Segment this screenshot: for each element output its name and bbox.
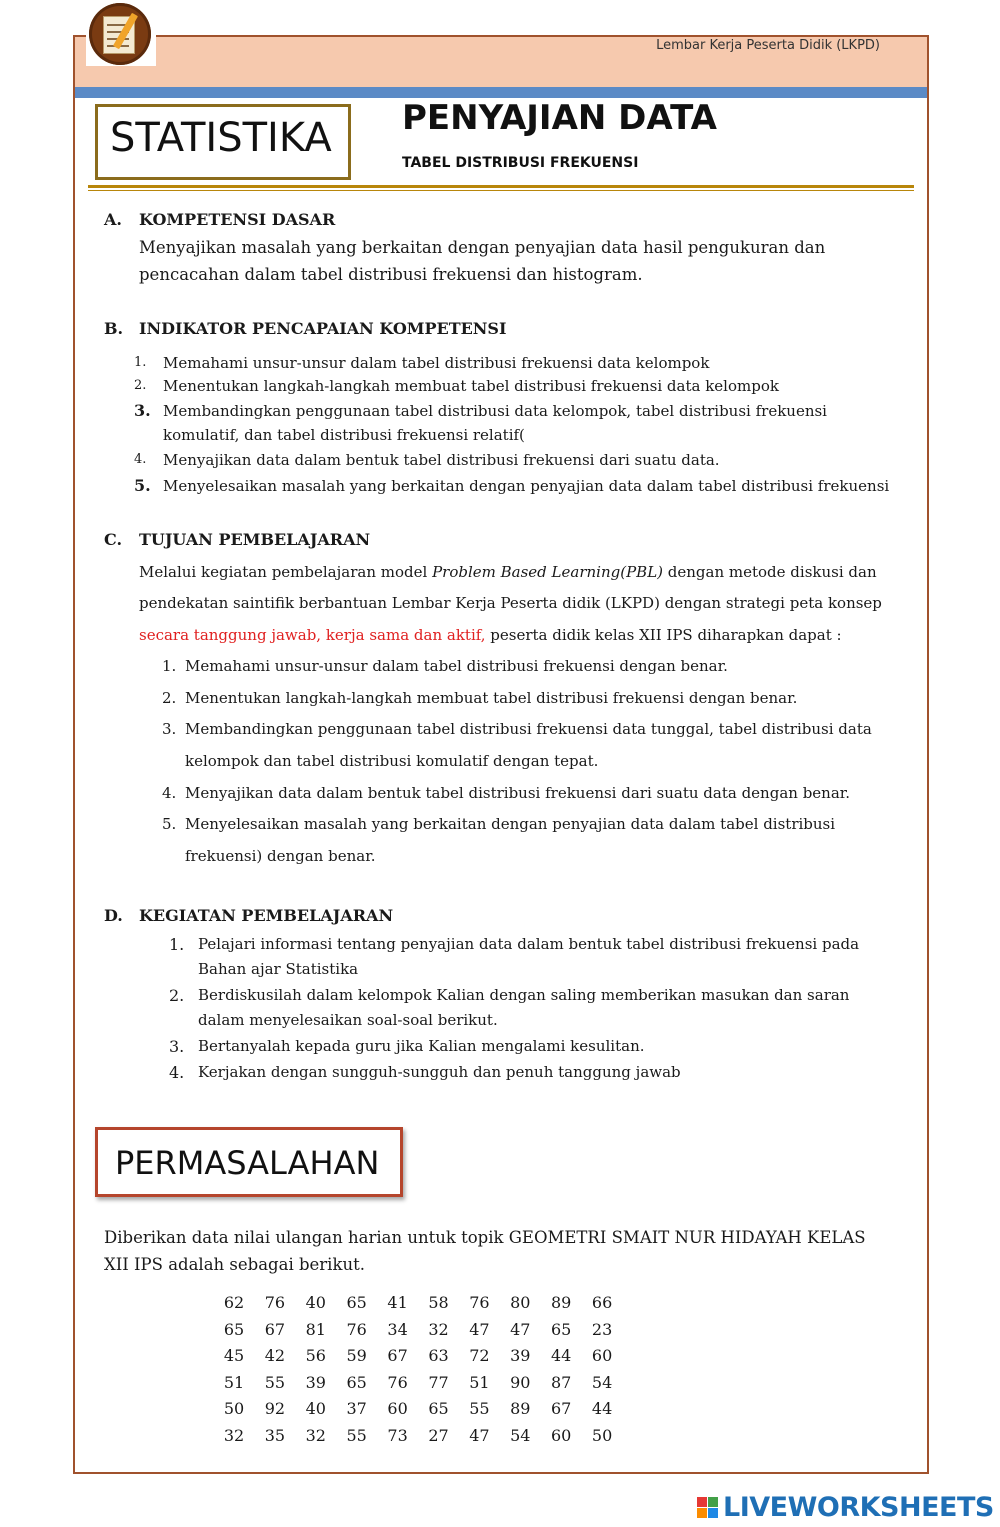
data-cell: 39 (305, 1372, 326, 1392)
data-cell: 65 (346, 1372, 367, 1392)
data-cell: 60 (551, 1425, 572, 1445)
data-cell: 76 (387, 1372, 408, 1392)
problem-text (104, 1224, 866, 1278)
data-cell: 67 (551, 1399, 572, 1418)
data-cell: 51 (223, 1372, 245, 1392)
header-title: Lembar Kerja Peserta Didik (LKPD) (656, 38, 880, 53)
data-cell: 66 (591, 1293, 613, 1312)
data-cell: 89 (510, 1399, 531, 1418)
data-cell: 32 (305, 1425, 326, 1445)
data-cell: 54 (591, 1372, 613, 1392)
paragraph-line: Menyajikan masalah yang berkaitan dengan penyajian data hasil pengukuran dan (139, 238, 826, 257)
data-cell: 87 (551, 1372, 572, 1392)
paragraph-line: Diberikan data nilai ulangan harian untuk topik GEOMETRI SMAIT NUR HIDAYAH KELAS (104, 1228, 866, 1247)
data-cell: 65 (428, 1399, 449, 1418)
problem-box (95, 1127, 403, 1197)
data-cell: 92 (264, 1399, 286, 1418)
divider (88, 185, 914, 188)
section-a-text (139, 234, 825, 288)
data-cell: 41 (387, 1293, 408, 1312)
problem-title: PERMASALAHAN (115, 1144, 380, 1182)
data-cell: 55 (264, 1372, 286, 1392)
data-cell: 76 (264, 1293, 286, 1312)
data-cell: 81 (305, 1319, 326, 1339)
data-cell: 27 (428, 1425, 449, 1445)
data-cell: 60 (387, 1399, 408, 1418)
page-title: PENYAJIAN DATA (402, 98, 717, 138)
data-cell: 32 (223, 1425, 245, 1445)
data-cell: 90 (510, 1372, 531, 1392)
data-cell: 80 (510, 1293, 531, 1312)
data-cell: 44 (551, 1346, 572, 1365)
data-cell: 56 (305, 1346, 326, 1365)
data-cell: 39 (510, 1346, 531, 1365)
data-cell: 62 (223, 1293, 245, 1312)
data-cell: 55 (469, 1399, 490, 1418)
paragraph-line: secara tanggung jawab, kerja sama dan aktif, peserta didik kelas XII IPS diharapkan dapat : (139, 626, 842, 644)
data-cell: 50 (223, 1399, 245, 1418)
page-subtitle: TABEL DISTRIBUSI FREKUENSI (402, 155, 639, 171)
data-cell: 76 (469, 1293, 490, 1312)
data-cell: 37 (346, 1399, 367, 1418)
data-cell: 58 (428, 1293, 449, 1312)
data-cell: 44 (591, 1399, 613, 1418)
data-cell: 65 (551, 1319, 572, 1339)
data-cell: 54 (510, 1425, 531, 1445)
liveworksheets-logo-icon (697, 1497, 719, 1519)
data-cell: 55 (346, 1425, 367, 1445)
data-cell: 47 (469, 1425, 490, 1445)
data-cell: 89 (551, 1293, 572, 1312)
data-cell: 34 (387, 1319, 408, 1339)
data-cell: 73 (387, 1425, 408, 1445)
notepad-pencil-icon (86, 2, 156, 66)
data-cell: 77 (428, 1372, 449, 1392)
data-cell: 35 (264, 1425, 286, 1445)
data-cell: 23 (591, 1319, 613, 1339)
divider (88, 190, 914, 191)
data-cell: 67 (264, 1319, 286, 1339)
data-cell: 50 (591, 1425, 613, 1445)
data-cell: 51 (469, 1372, 490, 1392)
data-cell: 63 (428, 1346, 449, 1365)
data-cell: 47 (469, 1319, 490, 1339)
data-cell: 60 (591, 1346, 613, 1365)
data-cell: 59 (346, 1346, 367, 1365)
paragraph-line: pendekatan saintifik berbantuan Lembar Kerja Peserta didik (LKPD) dengan strategi peta konsep (139, 594, 882, 612)
data-cell: 65 (346, 1293, 367, 1312)
data-cell: 72 (469, 1346, 490, 1365)
data-cell: 40 (305, 1293, 326, 1312)
data-cell: 76 (346, 1319, 367, 1339)
paragraph-line: XII IPS adalah sebagai berikut. (104, 1255, 365, 1274)
data-cell: 67 (387, 1346, 408, 1365)
subject-label: STATISTIKA (110, 115, 332, 161)
data-cell: 45 (223, 1346, 245, 1365)
paragraph-line: pencacahan dalam tabel distribusi frekuensi dan histogram. (139, 265, 643, 284)
data-cell: 65 (223, 1319, 245, 1339)
subject-box (95, 104, 351, 180)
data-cell: 40 (305, 1399, 326, 1418)
data-cell: 32 (428, 1319, 449, 1339)
data-cell: 47 (510, 1319, 531, 1339)
data-cell: 42 (264, 1346, 286, 1365)
watermark-text: LIVEWORKSHEETS (723, 1492, 994, 1523)
paragraph-line: Melalui kegiatan pembelajaran model Problem Based Learning(PBL) dengan metode diskusi dan (139, 563, 877, 581)
